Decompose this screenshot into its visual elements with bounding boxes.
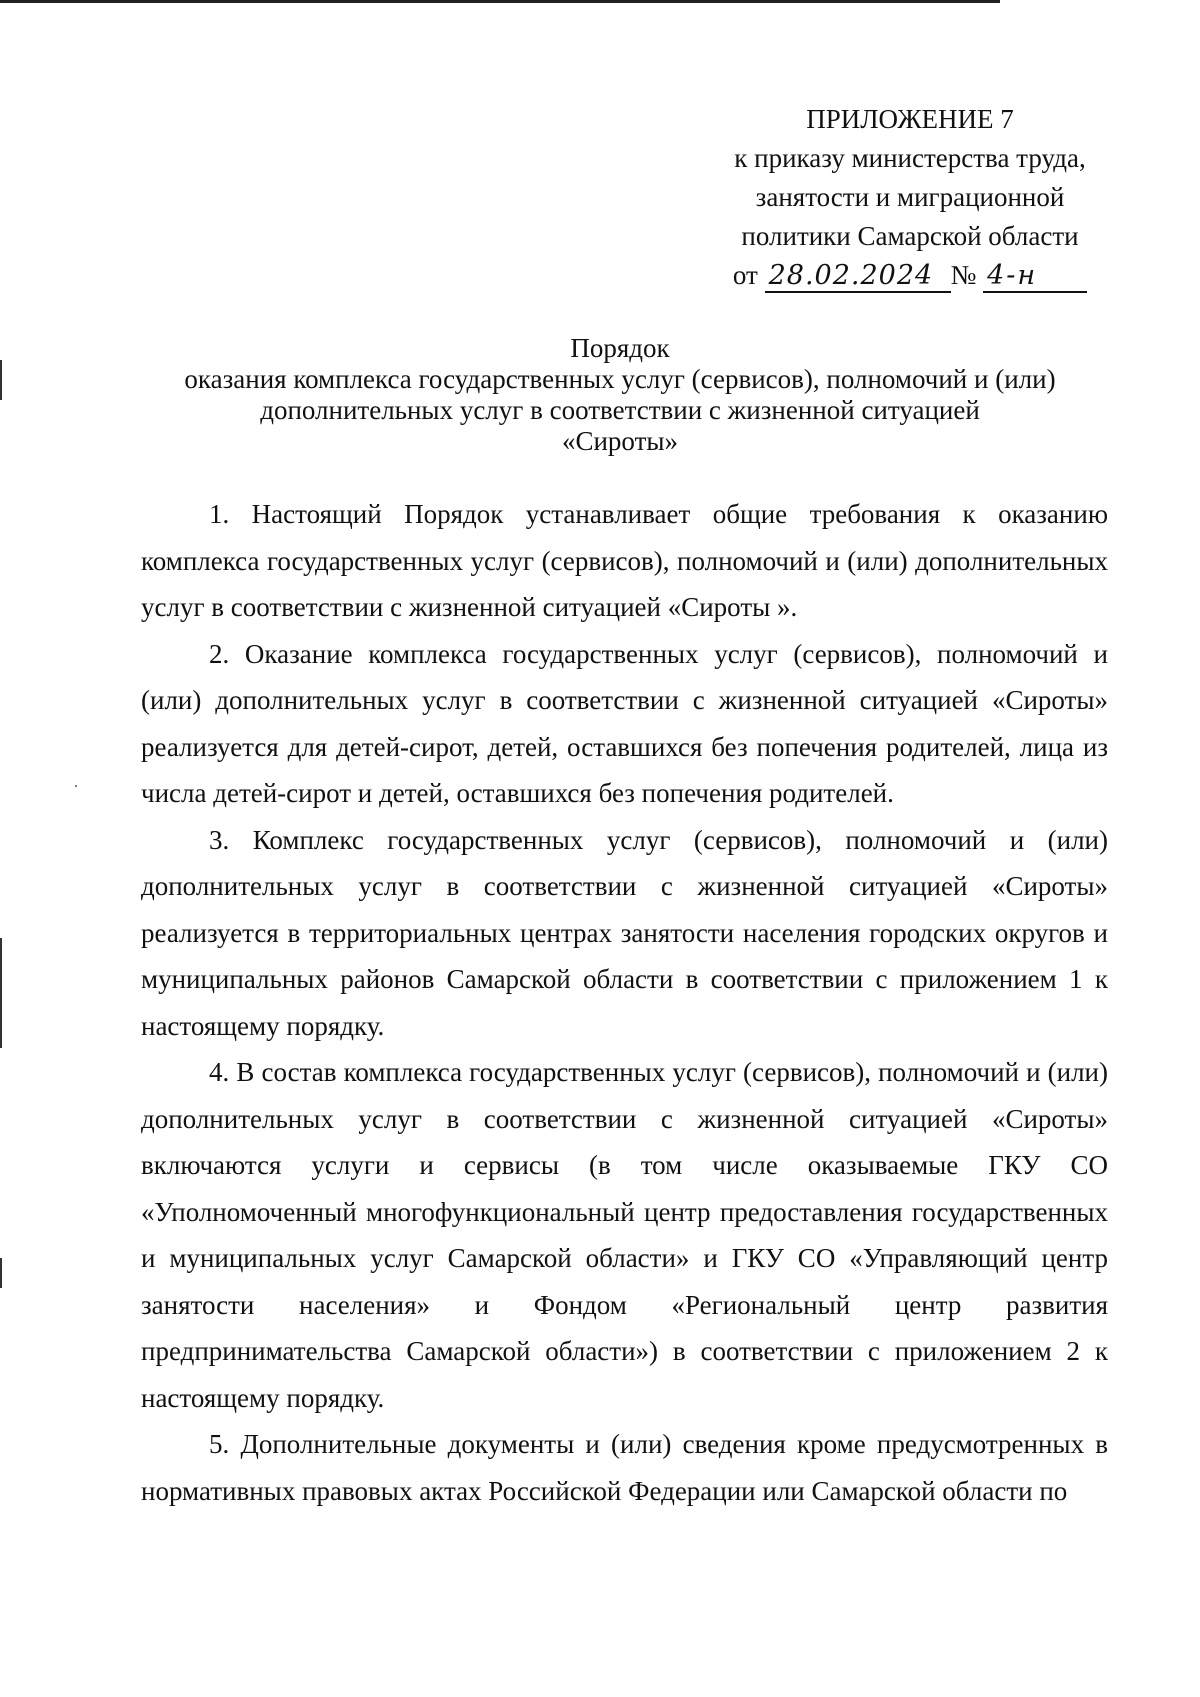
scan-margin-mark	[0, 938, 2, 1048]
header-line: политики Самарской области	[741, 221, 1079, 251]
header-line: занятости и миграционной	[755, 182, 1065, 212]
scan-margin-mark	[0, 1258, 2, 1288]
order-prefix: от	[732, 260, 758, 290]
scan-top-edge	[0, 0, 1000, 3]
paragraph: 4. В состав комплекса государственных услуг (сервисов), полномочий и (или) дополнительных услуг в соответствии с жизненной ситуацией «Сироты» включаются услуги и сервисы (в том числе оказываемые ГКУ СО «Уполномоченный многофункциональный центр предоставления государственных и муниципальных услуг Самарской области» и ГКУ СО «Управляющий центр занятости населения» и Фондом «Региональный центр развития предпринимательства Самарской области») в соответствии с приложением 2 к настоящему порядку.	[141, 1057, 1108, 1413]
paragraph: 1. Настоящий Порядок устанавливает общие требования к оказанию комплекса государственных услуг (сервисов), полномочий и (или) дополнительных услуг в соответствии с жизненной ситуацией «Сироты ».	[141, 499, 1108, 622]
title-line: оказания комплекса государственных услуг (сервисов), полномочий и (или)	[184, 364, 1056, 394]
order-reference	[700, 256, 1120, 295]
handwritten-order-number: 4-н	[983, 261, 1087, 293]
paragraph: 3. Комплекс государственных услуг (сервисов), полномочий и (или) дополнительных услуг в соответствии с жизненной ситуацией «Сироты» реализуется в территориальных центрах занятости населения городских округов и муниципальных районов Самарской области в соответствии с приложением 1 к настоящему порядку.	[141, 824, 1108, 1041]
document-title	[130, 333, 1110, 457]
handwritten-order-date: 28.02.2024	[765, 261, 951, 293]
title-line: дополнительных услуг в соответствии с жизненной ситуацией	[260, 395, 980, 425]
scan-speck	[75, 785, 77, 787]
paragraph: 5. Дополнительные документы и (или) сведения кроме предусмотренных в нормативных правовых актах Российской Федерации или Самарской области по	[141, 1429, 1108, 1506]
order-number-label: №	[950, 260, 977, 290]
title-heading: Порядок	[570, 333, 670, 363]
appendix-title: ПРИЛОЖЕНИЕ 7	[806, 104, 1014, 134]
appendix-header	[700, 100, 1120, 295]
title-line: «Сироты»	[561, 426, 679, 456]
scan-margin-mark	[0, 360, 2, 400]
header-line: к приказу министерства труда,	[734, 143, 1086, 173]
document-body	[141, 491, 1108, 1514]
paragraph: 2. Оказание комплекса государственных услуг (сервисов), полномочий и (или) дополнительных услуг в соответствии с жизненной ситуацией «Сироты» реализуется для детей-сирот, детей, оставшихся без попечения родителей, лица из числа детей-сирот и детей, оставшихся без попечения родителей.	[141, 638, 1108, 808]
